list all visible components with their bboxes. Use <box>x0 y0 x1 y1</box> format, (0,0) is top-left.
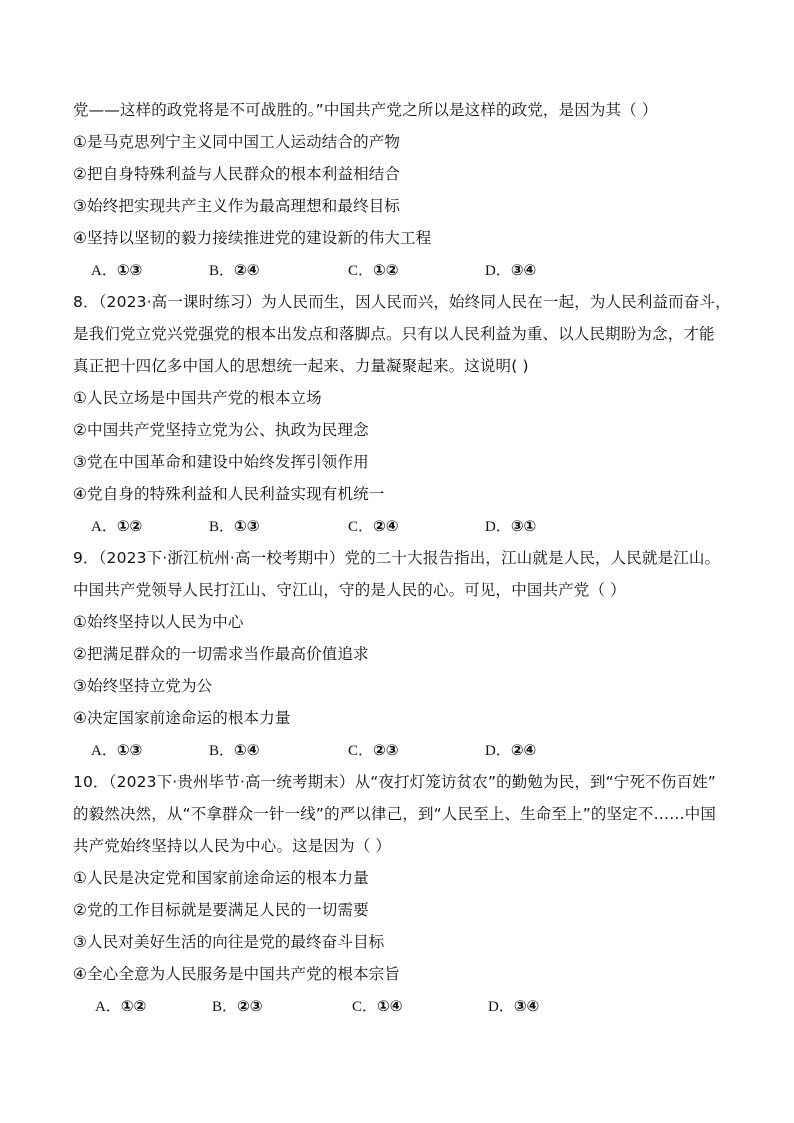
option-c[interactable]: C．②③ <box>348 741 399 759</box>
question-stem-line: 中国共产党领导人民打江山、守江山，守的是人民的心。可见，中国共产党（ ） <box>73 581 626 599</box>
statement-2: ②中国共产党坚持立党为公、执政为民理念 <box>73 421 369 439</box>
question-stem-line: 是我们党立党兴党强党的根本出发点和落脚点。只有以人民利益为重、以人民期盼为念，才能 <box>73 325 715 343</box>
question-stem-line: 党——这样的政党将是不可战胜的。”中国共产党之所以是这样的政党，是因为其（ ） <box>73 101 658 119</box>
option-d[interactable]: D．②④ <box>485 741 537 759</box>
question-stem-line: 8．（2023·高一课时练习）为人民而生，因人民而兴，始终同人民在一起，为人民利益而奋斗， <box>73 293 731 311</box>
statement-1: ①是马克思列宁主义同中国工人运动结合的产物 <box>73 133 401 151</box>
statement-2: ②党的工作目标就是要满足人民的一切需要 <box>73 901 369 919</box>
question-stem-line: 真正把十四亿多中国人的思想统一起来、力量凝聚起来。这说明( ) <box>73 357 529 375</box>
statement-4: ④坚持以坚韧的毅力接续推进党的建设新的伟大工程 <box>73 229 432 247</box>
statement-1: ①人民立场是中国共产党的根本立场 <box>73 389 322 407</box>
option-a[interactable]: A．①② <box>91 517 143 535</box>
option-d[interactable]: D．③④ <box>488 997 540 1015</box>
statement-1: ①始终坚持以人民为中心 <box>73 613 244 631</box>
option-b[interactable]: B．②③ <box>212 997 263 1015</box>
option-d[interactable]: D．③④ <box>485 261 537 279</box>
option-c[interactable]: C．①④ <box>352 997 403 1015</box>
option-b[interactable]: B．①③ <box>209 517 260 535</box>
statement-4: ④全心全意为人民服务是中国共产党的根本宗旨 <box>73 965 401 983</box>
option-c[interactable]: C．①② <box>348 261 399 279</box>
question-stem-line: 共产党始终坚持以人民为中心。这是因为（ ） <box>73 837 392 855</box>
option-b[interactable]: B．②④ <box>209 261 260 279</box>
statement-2: ②把满足群众的一切需求当作最高价值追求 <box>73 645 369 663</box>
statement-1: ①人民是决定党和国家前途命运的根本力量 <box>73 869 369 887</box>
statement-2: ②把自身特殊利益与人民群众的根本利益相结合 <box>73 165 401 183</box>
option-a[interactable]: A．①② <box>95 997 147 1015</box>
question-stem-line: 9．（2023下·浙江杭州·高一校考期中）党的二十大报告指出，江山就是人民，人民就是江山。 <box>73 549 721 567</box>
statement-3: ③始终把实现共产主义作为最高理想和最终目标 <box>73 197 401 215</box>
option-c[interactable]: C．②④ <box>348 517 399 535</box>
statement-3: ③始终坚持立党为公 <box>73 677 213 695</box>
statement-3: ③党在中国革命和建设中始终发挥引领作用 <box>73 453 369 471</box>
option-a[interactable]: A．①③ <box>91 261 143 279</box>
question-stem-line: 10．（2023下·贵州毕节·高一统考期末）从“夜打灯笼访贫农”的勤勉为民，到“宁死不伤百姓” <box>73 773 716 791</box>
question-stem-line: 的毅然决然，从“不拿群众一针一线”的严以律己，到“人民至上、生命至上”的坚定不……中国 <box>73 805 717 823</box>
option-d[interactable]: D．③① <box>485 517 537 535</box>
statement-3: ③人民对美好生活的向往是党的最终奋斗目标 <box>73 933 385 951</box>
option-b[interactable]: B．①④ <box>209 741 260 759</box>
option-a[interactable]: A．①③ <box>91 741 143 759</box>
statement-4: ④决定国家前途命运的根本力量 <box>73 709 291 727</box>
statement-4: ④党自身的特殊利益和人民利益实现有机统一 <box>73 485 385 503</box>
